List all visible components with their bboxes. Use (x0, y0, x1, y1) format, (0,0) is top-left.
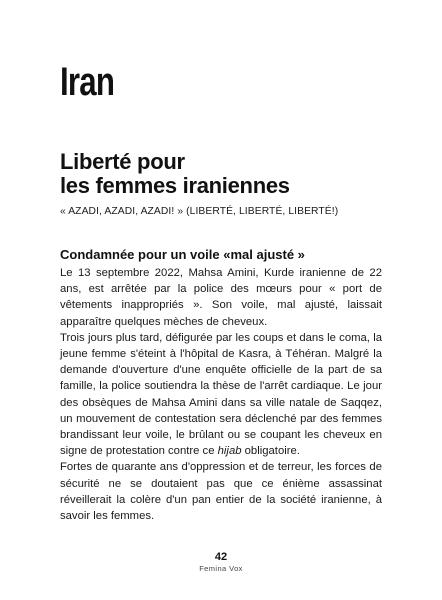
paragraph-2 (60, 330, 382, 460)
paragraph-2-emphasis: hijab (217, 445, 242, 458)
paragraph-2-end: obligatoire. (241, 445, 300, 458)
article-heading-line-2: les femmes iraniennes (60, 173, 290, 198)
paragraph-3: Fortes de quarante ans d'oppression et de terreur, les forces de sécurité ne se doutaient pas que ce énième assassinat réveillerait la colère d'un pan entier de la société iranienne, à savoir les femmes. (60, 461, 382, 523)
article-heading (60, 150, 290, 198)
page-number: 42 (214, 551, 228, 563)
paragraph-1: Le 13 septembre 2022, Mahsa Amini, Kurde iranienne de 22 ans, est arrêtée par la police des mœurs pour « port de vêtements inappropriés ». Son voile, mal ajusté, laissait apparaître quelques mèches de cheveux. (60, 267, 382, 328)
chapter-title: Iran (60, 60, 115, 104)
article-subtitle: « AZADI, AZADI, AZADI! » (LIBERTÉ, LIBERTÉ, LIBERTÉ!) (60, 206, 339, 217)
paragraph-2-text: Trois jours plus tard, défigurée par les coups et dans le coma, la jeune femme s'éteint à l'hôpital de Kasra, à Téhéran. Malgré la demande d'ouverture d'une enquête officielle de la part de sa famille, la police soutiendra la thèse de l'arrêt cardiaque. Le jour des obsèques de Mahsa Amini dans sa ville natale de Saqqez, un mouvement de contestation sera déclenché par des femmes brandissant leur voile, le brûlant ou se coupant les cheveux en signe de protestation contre ce (60, 331, 382, 458)
page-footer (0, 551, 442, 574)
book-title: Femina Vox (199, 564, 243, 573)
article-heading-line-1: Liberté pour (60, 149, 185, 174)
article-section (60, 246, 382, 524)
section-heading: Condamnée pour un voile «mal ajusté » (60, 247, 305, 262)
